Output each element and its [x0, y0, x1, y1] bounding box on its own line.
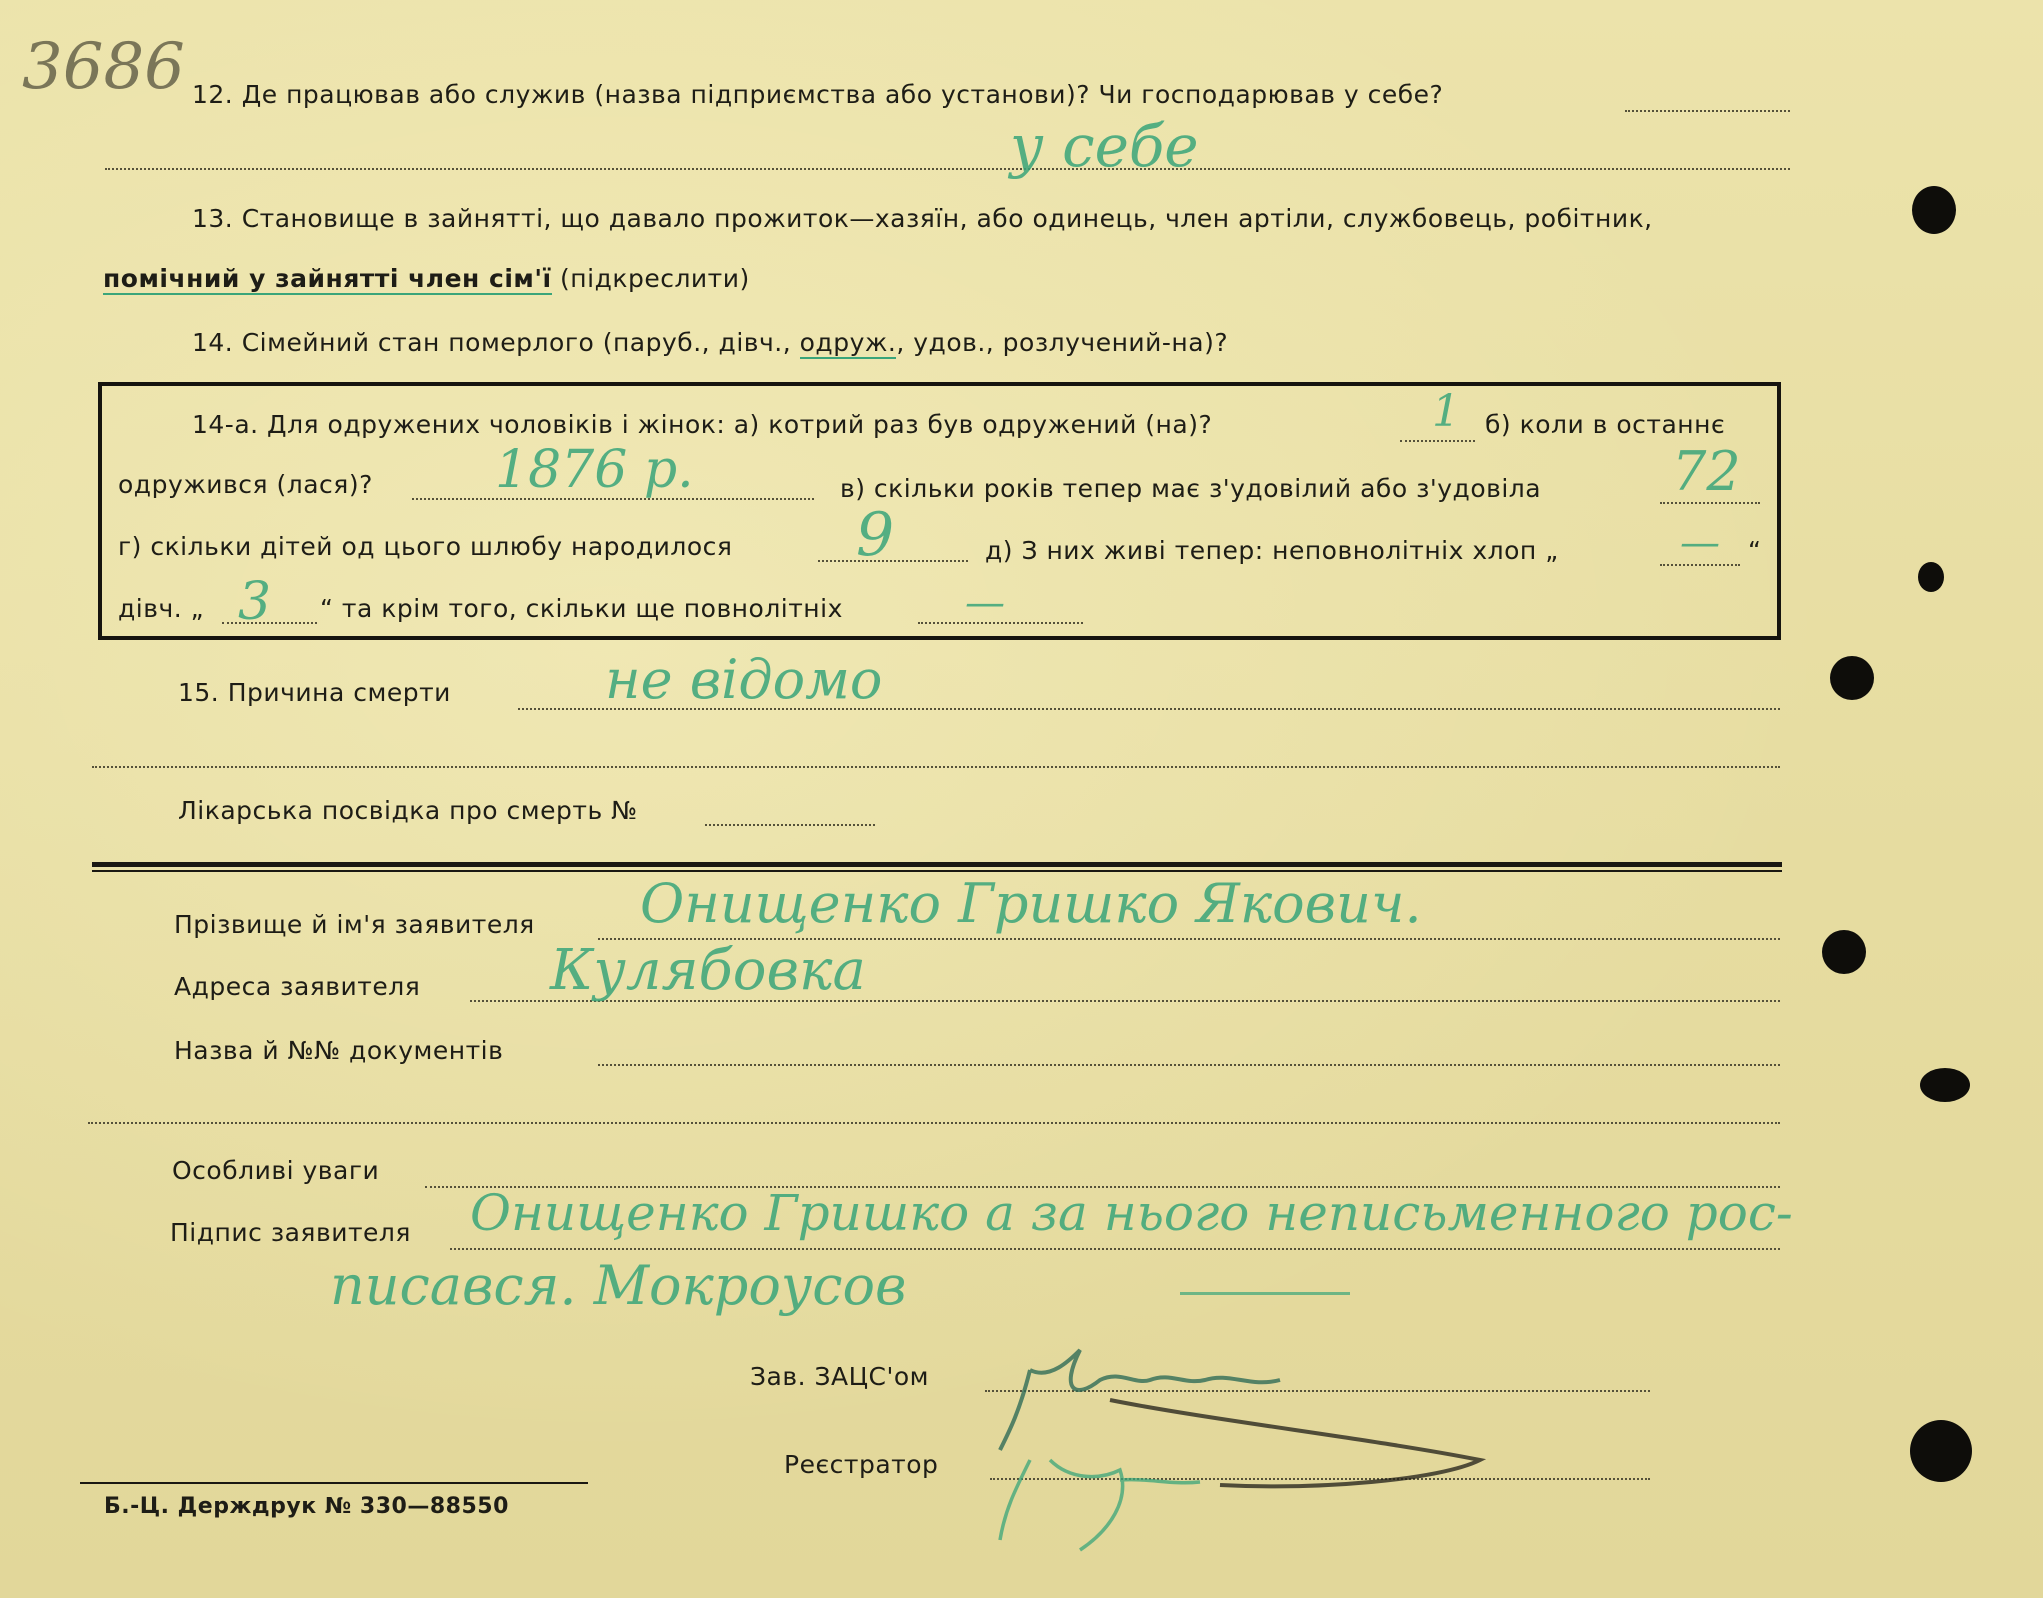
binding-hole: [1830, 656, 1874, 700]
q14a-answer-times: 1: [1432, 386, 1460, 437]
q14a-line3-c: “: [1748, 536, 1762, 565]
official-signatures: [960, 1310, 1500, 1570]
q14-label-before: 14. Сімейний стан померлого (паруб., дівч.,: [192, 328, 800, 357]
q14a-line4-b: “ та крім того, скільки ще повнолітніх: [320, 594, 843, 623]
binding-hole: [1912, 186, 1956, 234]
q15-answer: не відомо: [605, 648, 883, 711]
q15-label: 15. Причина смерти: [178, 678, 451, 707]
q15-dotted-line-2: [92, 766, 1780, 768]
applicant-name-value: Онищенко Гришко Якович.: [640, 872, 1422, 935]
q14-label: [192, 328, 1228, 357]
binding-hole: [1910, 1420, 1972, 1482]
binding-hole: [1920, 1068, 1970, 1102]
section-divider-top: [92, 862, 1782, 867]
q14a-line2-a: одружився (лася)?: [118, 470, 373, 499]
q14-underlined-option: одруж.: [799, 328, 897, 357]
binding-hole: [1918, 562, 1944, 592]
binding-hole: [1822, 930, 1866, 974]
q14a-answer-boys: —: [1680, 520, 1720, 566]
registrar-label: Реєстратор: [784, 1450, 939, 1479]
q14a-line4-a: дівч. „: [118, 594, 205, 623]
q12-dotted-line: [1625, 110, 1790, 112]
q14a-answer-years: 72: [1672, 440, 1741, 503]
signature-value-line2: писався. Мокроусов: [330, 1254, 907, 1317]
documents-dots-2: [88, 1122, 1780, 1124]
applicant-address-value: Кулябовка: [550, 938, 866, 1003]
q14a-answer-adults: —: [965, 580, 1005, 626]
signature-value-line1: Онищенко Гришко а за нього неписьменного рос-: [470, 1184, 1793, 1242]
q13-underlined-option: помічний у зайнятті член сім'ї: [103, 264, 552, 293]
head-label: Зав. ЗАЦС'ом: [750, 1362, 929, 1391]
q14a-times-dots: [1400, 440, 1475, 442]
q13-label-line1: 13. Становище в зайнятті, що давало прожиток—хазяїн, або одинець, член артіли, службовець, робітник,: [192, 204, 1653, 233]
remarks-label: Особливі уваги: [172, 1156, 380, 1185]
documents-label: Назва й №№ документів: [174, 1036, 504, 1065]
q14a-answer-children: 9: [856, 500, 895, 570]
footer-rule: [80, 1482, 588, 1484]
q14a-answer-year: 1876 р.: [495, 440, 694, 500]
medical-certificate-dots: [705, 824, 875, 826]
signature-dots: [450, 1248, 1780, 1250]
documents-dots: [598, 1064, 1780, 1066]
q14a-line2-b: в) скільки років тепер має з'удовілий або з'удовіла: [840, 474, 1542, 503]
q12-label: 12. Де працював або служив (назва підприємства або установи)? Чи господарював у себе?: [192, 80, 1444, 109]
applicant-address-label: Адреса заявителя: [174, 972, 421, 1001]
q14a-line3-b: д) З них живі тепер: неповнолітніх хлоп „: [985, 536, 1559, 565]
q14-label-after: , удов., розлучений-на)?: [896, 328, 1229, 357]
signature-label: Підпис заявителя: [170, 1218, 411, 1247]
q13-label-line2: [103, 264, 750, 293]
signature-flourish: [1180, 1292, 1350, 1295]
q13-instruction: (підкреслити): [551, 264, 750, 293]
q12-answer: у себе: [1010, 112, 1199, 180]
q14a-line1: 14-а. Для одружених чоловіків і жінок: а) котрий раз був одружений (на)?: [192, 410, 1213, 439]
printer-imprint: Б.-Ц. Держдрук № 330—88550: [104, 1494, 509, 1519]
medical-certificate-label: Лікарська посвідка про смерть №: [178, 796, 638, 825]
q14a-line1-b: б) коли в останнє: [1485, 410, 1726, 439]
q12-dotted-line-2: [105, 168, 1790, 170]
q14a-answer-girls: 3: [238, 572, 272, 632]
archive-number: 3686: [22, 30, 185, 104]
applicant-name-label: Прізвище й ім'я заявителя: [174, 910, 535, 939]
q14a-line3-a: г) скільки дітей од цього шлюбу народилося: [118, 532, 733, 561]
